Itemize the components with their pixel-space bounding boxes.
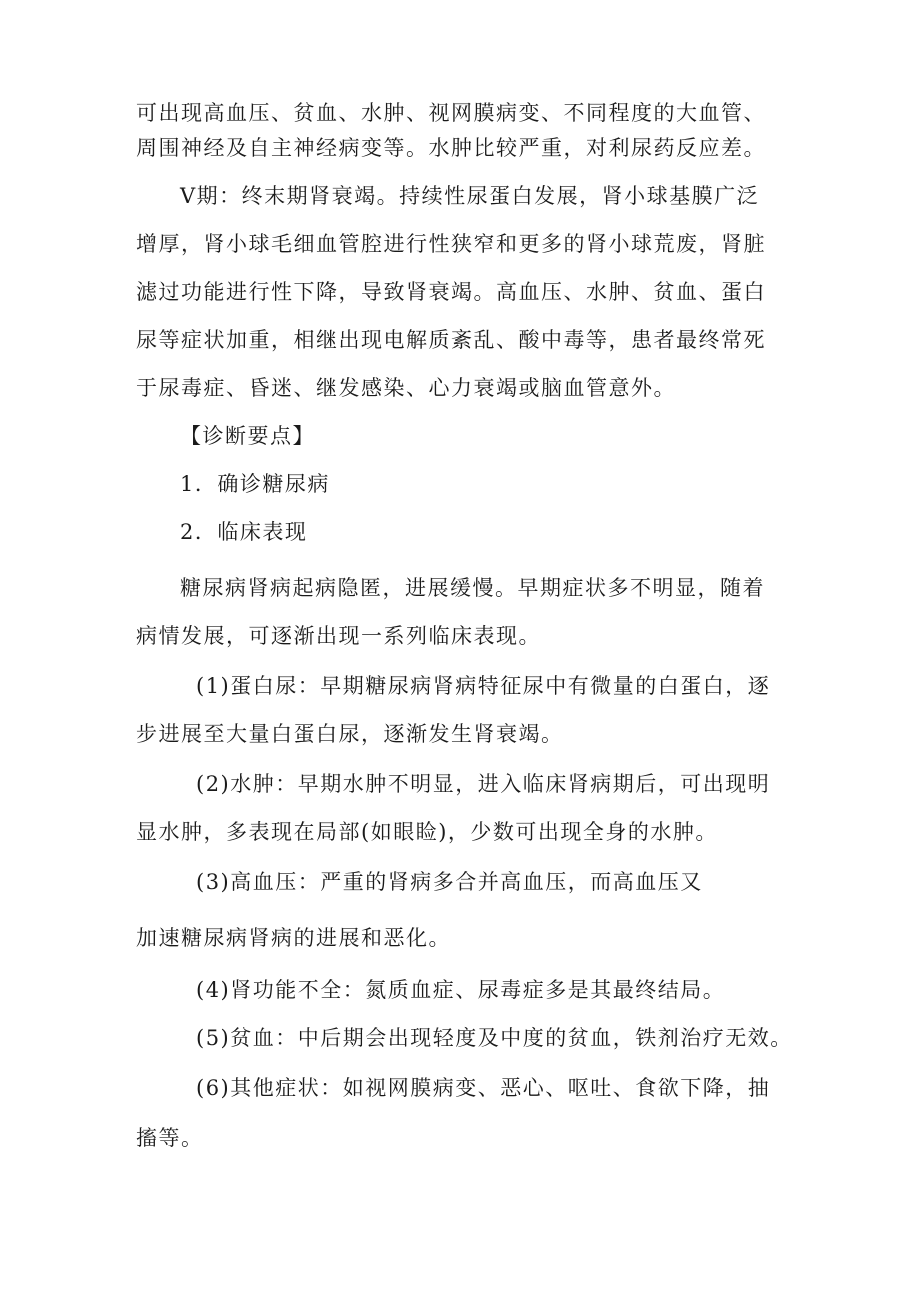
symptom-2-line-2: 显水肿，多表现在局部(如眼睑)，少数可出现全身的水肿。 — [136, 820, 718, 844]
text-line-6: 尿等症状加重，相继出现电解质紊乱、酸中毒等，患者最终常死 — [136, 328, 766, 352]
numbered-item-1: 1．确诊糖尿病 — [180, 472, 330, 496]
symptom-4: (4)肾功能不全：氮质血症、尿毒症多是其最终结局。 — [196, 978, 726, 1002]
symptom-3-line-1: (3)高血压：严重的肾病多合并高血压，而高血压又 — [196, 870, 703, 894]
symptom-1-line-1: (1)蛋白尿：早期糖尿病肾病特征尿中有微量的白蛋白，逐 — [196, 674, 771, 698]
text-line-5: 滤过功能进行性下降，导致肾衰竭。高血压、水肿、贫血、蛋白 — [136, 280, 766, 304]
symptom-3-line-2: 加速糖尿病肾病的进展和恶化。 — [136, 926, 451, 950]
text-line-9: 病情发展，可逐渐出现一系列临床表现。 — [136, 624, 541, 648]
symptom-5: (5)贫血：中后期会出现轻度及中度的贫血，铁剂治疗无效。 — [196, 1026, 793, 1050]
text-line-4: 增厚，肾小球毛细血管腔进行性狭窄和更多的肾小球荒废，肾脏 — [136, 232, 766, 256]
symptom-2-line-1: (2)水肿：早期水肿不明显，进入临床肾病期后，可出现明 — [196, 772, 771, 796]
text-line-2: 周围神经及自主神经病变等。水肿比较严重，对利尿药反应差。 — [136, 136, 766, 160]
symptom-1-line-2: 步进展至大量白蛋白尿，逐渐发生肾衰竭。 — [136, 722, 564, 746]
symptom-6-line-2: 搐等。 — [136, 1126, 204, 1150]
text-line-7: 于尿毒症、昏迷、继发感染、心力衰竭或脑血管意外。 — [136, 376, 676, 400]
text-line-8: 糖尿病肾病起病隐匿，进展缓慢。早期症状多不明显，随着 — [180, 576, 765, 600]
section-heading: 【诊断要点】 — [180, 424, 315, 448]
text-line-3: V期：终末期肾衰竭。持续性尿蛋白发展，肾小球基膜广泛 — [180, 184, 760, 208]
symptom-6-line-1: (6)其他症状：如视网膜病变、恶心、呕吐、食欲下降，抽 — [196, 1076, 771, 1100]
text-line-1: 可出现高血压、贫血、水肿、视网膜病变、不同程度的大血管、 — [136, 101, 766, 125]
numbered-item-2: 2．临床表现 — [180, 520, 308, 544]
